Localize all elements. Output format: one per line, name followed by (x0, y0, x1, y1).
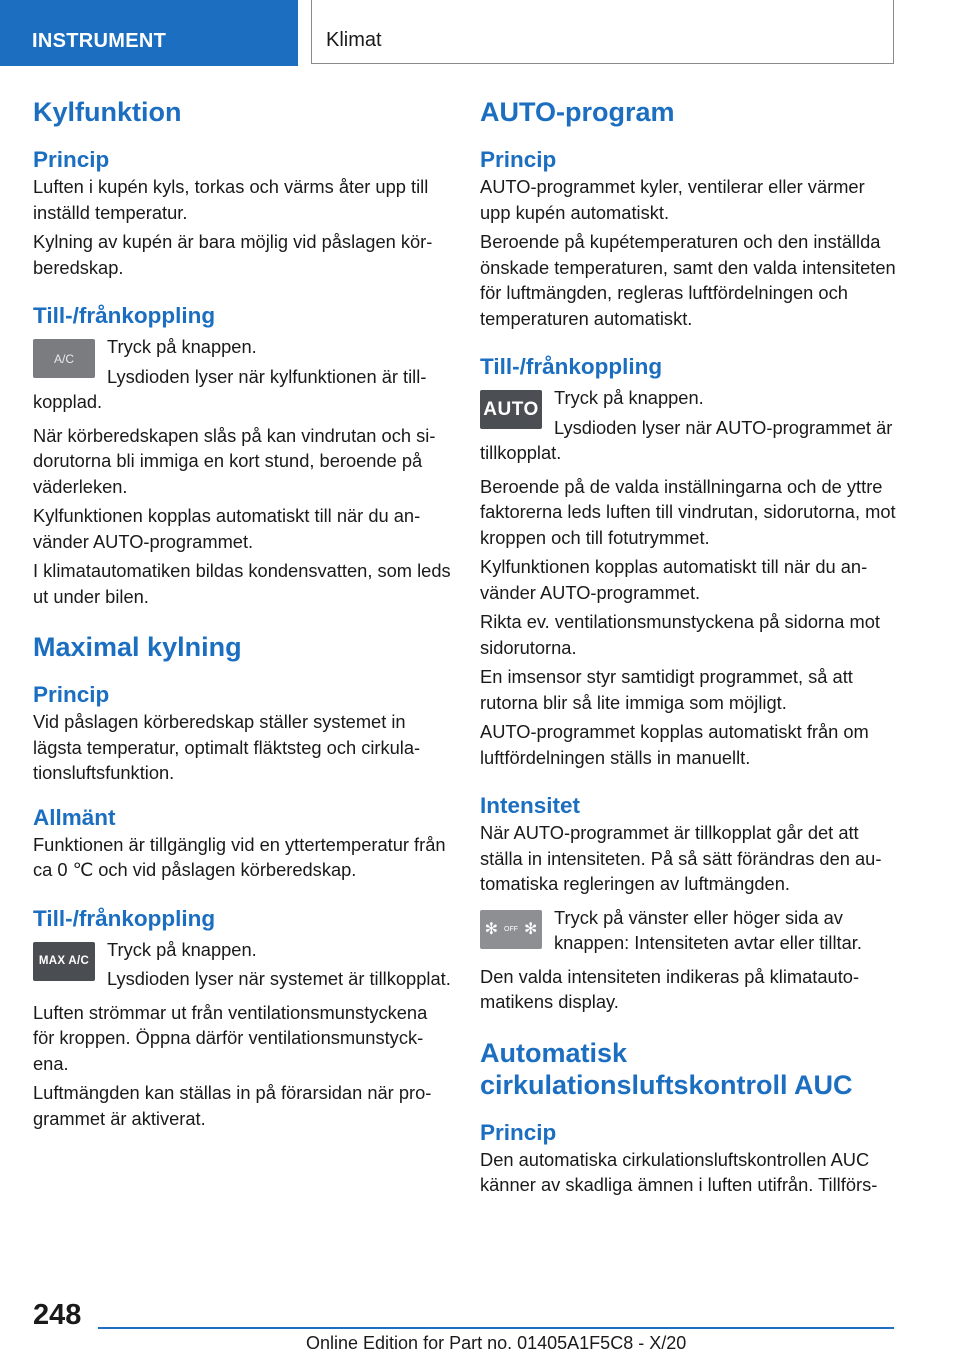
paragraph: Beroende på kupétemperaturen och den inställda önskade temperaturen, samt den valda intensiteten för luftmängden, regleras luftfördelningen och temperaturen automatiskt. (480, 231, 896, 329)
paragraph: Luften i kupén kyls, torkas och värms åter upp till inställd temperatur. (33, 176, 429, 223)
heading-toggle: Till-/frånkoppling (480, 354, 663, 379)
paragraph: I klimatautomatiken bildas kondensvatten, som leds ut under bilen. (33, 560, 451, 607)
page-number: 248 (33, 1299, 82, 1331)
paragraph: När AUTO-programmet är tillkopplat går det att ställa in intensiteten. På så sätt förändras den automatiska regleringen av luftmängden. (480, 822, 882, 894)
paragraph: Kylfunktionen kopplas automatiskt till när du använder AUTO-programmet. (33, 505, 421, 552)
max-ac-button-icon: MAX A/C (33, 942, 95, 981)
paragraph: Luften strömmar ut från ventilationsmunstyckena för kroppen. Öppna därför ventilationsmunstyckena. (33, 1001, 428, 1074)
heading-princip: Princip (480, 1119, 557, 1145)
section-title-kylfunktion: Kylfunktion (33, 97, 182, 127)
intensity-button-row (480, 905, 898, 956)
ac-button-icon: A/C (33, 339, 95, 378)
auto-button-row (480, 385, 898, 466)
heading-allmant: Allmänt (33, 804, 116, 830)
paragraph: Kylfunktionen kopplas automatiskt till när du använder AUTO-programmet. (480, 556, 868, 603)
section-title-auto: AUTO-program (480, 97, 675, 127)
fan-icon: ✻ (524, 921, 538, 938)
header-section-label: INSTRUMENT (32, 30, 167, 52)
section-title-maximal: Maximal kylning (33, 632, 242, 662)
paragraph: Lysdioden lyser när kylfunktionen är tillkopplad. (33, 365, 427, 412)
paragraph: Luftmängden kan ställas in på förarsidan när programmet är aktiverat. (33, 1082, 432, 1129)
auto-button-icon: AUTO (480, 390, 542, 429)
heading-princip: Princip (33, 147, 110, 172)
heading-toggle: Till-/frånkoppling (33, 905, 216, 931)
paragraph: Lysdioden lyser när AUTO-programmet är tillkopplat. (480, 416, 893, 463)
paragraph: Lysdioden lyser när systemet är tillkopplat. (107, 968, 451, 989)
paragraph: AUTO-programmet kyler, ventilerar eller värmer upp kupén automatiskt. (480, 176, 865, 223)
paragraph: Beroende på de valda inställningarna och de yttre faktorerna leds luften till vindrutan, sidorutorna, mot kroppen och till fotutrymmet. (480, 475, 896, 548)
paragraph: Den automatiska cirkulationsluftskontrollen AUC känner av skadliga ämnen i luften utifrån. Tillförs- (480, 1148, 878, 1195)
heading-princip: Princip (33, 682, 110, 707)
paragraph: En imsensor styr samtidigt programmet, så att rutorna blir så lite immiga som möjligt. (480, 666, 853, 713)
max-ac-button-row (33, 937, 451, 992)
heading-toggle: Till-/frånkoppling (33, 303, 216, 328)
paragraph: Rikta ev. ventilationsmunstyckena på sidorna mot sidorutorna. (480, 611, 881, 658)
heading-intensitet: Intensitet (480, 793, 581, 818)
paragraph: Tryck på knappen. (554, 387, 704, 408)
footer-divider (98, 1327, 894, 1329)
paragraph: AUTO-programmet kopplas automatiskt från om luftfördelningen ställs in manuellt. (480, 721, 869, 768)
right-column (480, 96, 898, 1198)
header-chapter-box (311, 0, 894, 64)
paragraph: Vid påslagen körberedskap ställer systemet in lägsta temperatur, optimalt fläktsteg och cirkulationsluftsfunktion. (33, 711, 421, 783)
fan-intensity-button-icon: ✻ OFF ✻ (480, 910, 542, 949)
section-title-auc: Automatisk cirkulationsluftskontroll AUC (480, 1037, 853, 1100)
paragraph: När körberedskapen slås på kan vindrutan och sidorutorna bli immiga en kort stund, beroende på väderleken. (33, 424, 436, 497)
paragraph: Tryck på knappen. (107, 938, 257, 960)
paragraph: Kylning av kupén är bara möjlig vid påslagen körberedskap. (33, 231, 433, 278)
ac-button-row (33, 334, 451, 415)
left-column (33, 96, 451, 1131)
heading-princip: Princip (480, 147, 557, 172)
footer-edition: Online Edition for Part no. 01405A1F5C8 - X/20 (306, 1333, 687, 1353)
header-section-tab (0, 0, 298, 66)
paragraph: Tryck på knappen. (107, 336, 257, 357)
fan-icon: ✻ (484, 921, 498, 938)
paragraph: Den valda intensiteten indikeras på klimatautomatikens display. (480, 965, 860, 1012)
header-chapter-label: Klimat (326, 29, 382, 51)
paragraph: Funktionen är tillgänglig vid en yttertemperatur från ca 0 ℃ och vid påslagen körberedskap. (33, 833, 446, 880)
paragraph: Tryck på vänster eller höger sida av knappen: Intensiteten avtar eller tilltar. (554, 906, 862, 953)
